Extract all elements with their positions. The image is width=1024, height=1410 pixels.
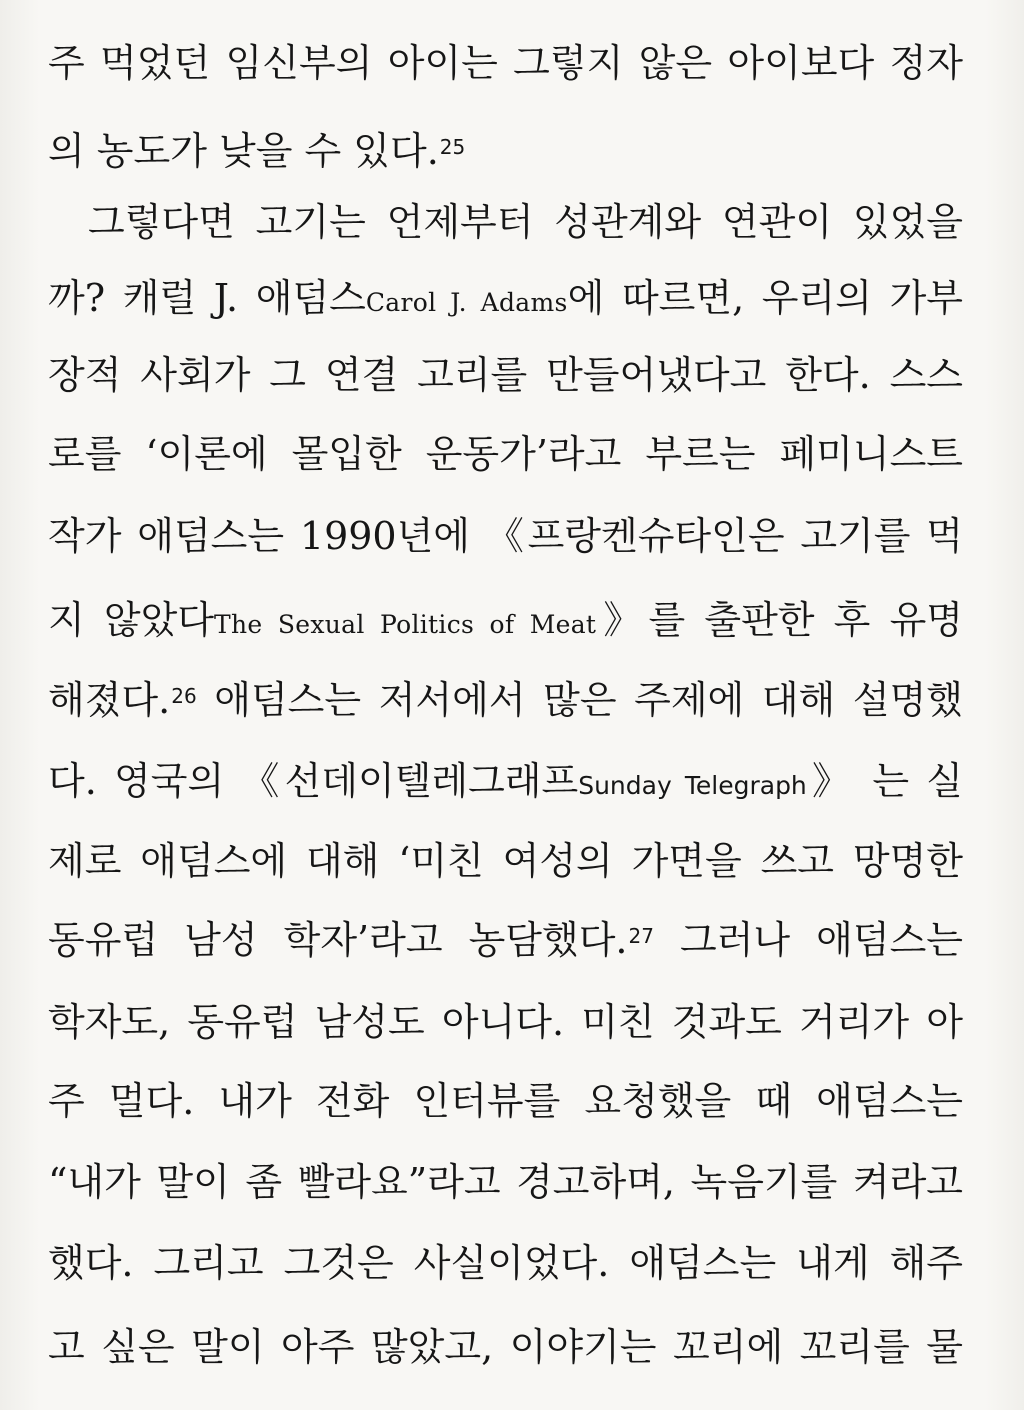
text-line — [48, 1233, 963, 1293]
text-segment: 로를 ‘이론에 몰입한 운동가’라고 부르는 페미니스트 — [48, 432, 963, 476]
text-line — [48, 992, 963, 1052]
text-line — [48, 910, 963, 970]
footnote-marker: 26 — [171, 684, 197, 708]
text-segment: 의 농도가 낮을 수 있다. — [48, 129, 439, 173]
text-segment: 주 먹었던 임신부의 아이는 그렇지 않은 아이보다 정자 — [48, 41, 963, 85]
paragraph-first-line — [88, 192, 963, 252]
text-line — [48, 1071, 963, 1131]
text-segment: 주 멀다. 내가 전화 인터뷰를 요청했을 때 애덤스는 — [48, 1079, 963, 1123]
text-segment: 까? 캐럴 J. 애덤스 — [48, 276, 366, 320]
text-line — [48, 1317, 963, 1377]
original-title: The Sexual Politics of Meat — [214, 610, 597, 639]
text-segment: 애덤스는 저서에서 많은 주제에 대해 설명했 — [196, 678, 963, 722]
text-segment: 고 싶은 말이 아주 많았고, 이야기는 꼬리에 꼬리를 물 — [48, 1325, 963, 1369]
text-line — [48, 590, 963, 650]
text-segment: 다. 영국의 《선데이텔레그래프 — [48, 759, 579, 803]
footnote-marker: 25 — [439, 135, 466, 159]
text-segment: 했다. 그리고 그것은 사실이었다. 애덤스는 내게 해주 — [48, 1241, 963, 1285]
text-segment: 장적 사회가 그 연결 고리를 만들어냈다고 한다. 스스 — [48, 353, 963, 397]
text-segment: 제로 애덤스에 대해 ‘미친 여성의 가면을 쓰고 망명한 — [48, 839, 963, 883]
text-line — [48, 506, 963, 566]
text-line — [48, 33, 963, 93]
text-line — [48, 424, 963, 484]
footnote-marker: 27 — [628, 924, 654, 948]
text-line — [48, 345, 963, 405]
text-segment: 에 따르면, 우리의 가부 — [567, 276, 963, 320]
text-segment: 》를 출판한 후 유명 — [596, 598, 963, 642]
original-title: Sunday Telegraph — [578, 771, 807, 800]
text-segment: 지 않았다 — [48, 598, 215, 642]
text-segment: 그렇다면 고기는 언제부터 성관계와 연관이 있었을 — [88, 200, 963, 244]
text-line — [48, 1152, 963, 1212]
text-line — [48, 121, 465, 181]
text-line — [48, 670, 963, 730]
text-segment: 》 는 실 — [806, 759, 963, 803]
text-segment: 동유럽 남성 학자’라고 농담했다. — [48, 918, 628, 962]
original-name: Carol J. Adams — [365, 288, 568, 317]
text-segment: 작가 애덤스는 1990년에 《프랑켄슈타인은 고기를 먹 — [48, 514, 963, 558]
text-segment: 학자도, 동유럽 남성도 아니다. 미친 것과도 거리가 아 — [48, 1000, 963, 1044]
text-segment: 그러나 애덤스는 — [653, 918, 963, 962]
text-line — [48, 751, 963, 811]
text-line — [48, 268, 963, 328]
text-segment: “내가 말이 좀 빨라요”라고 경고하며, 녹음기를 켜라고 — [48, 1160, 963, 1204]
text-line — [48, 831, 963, 891]
text-segment: 해졌다. — [48, 678, 171, 722]
